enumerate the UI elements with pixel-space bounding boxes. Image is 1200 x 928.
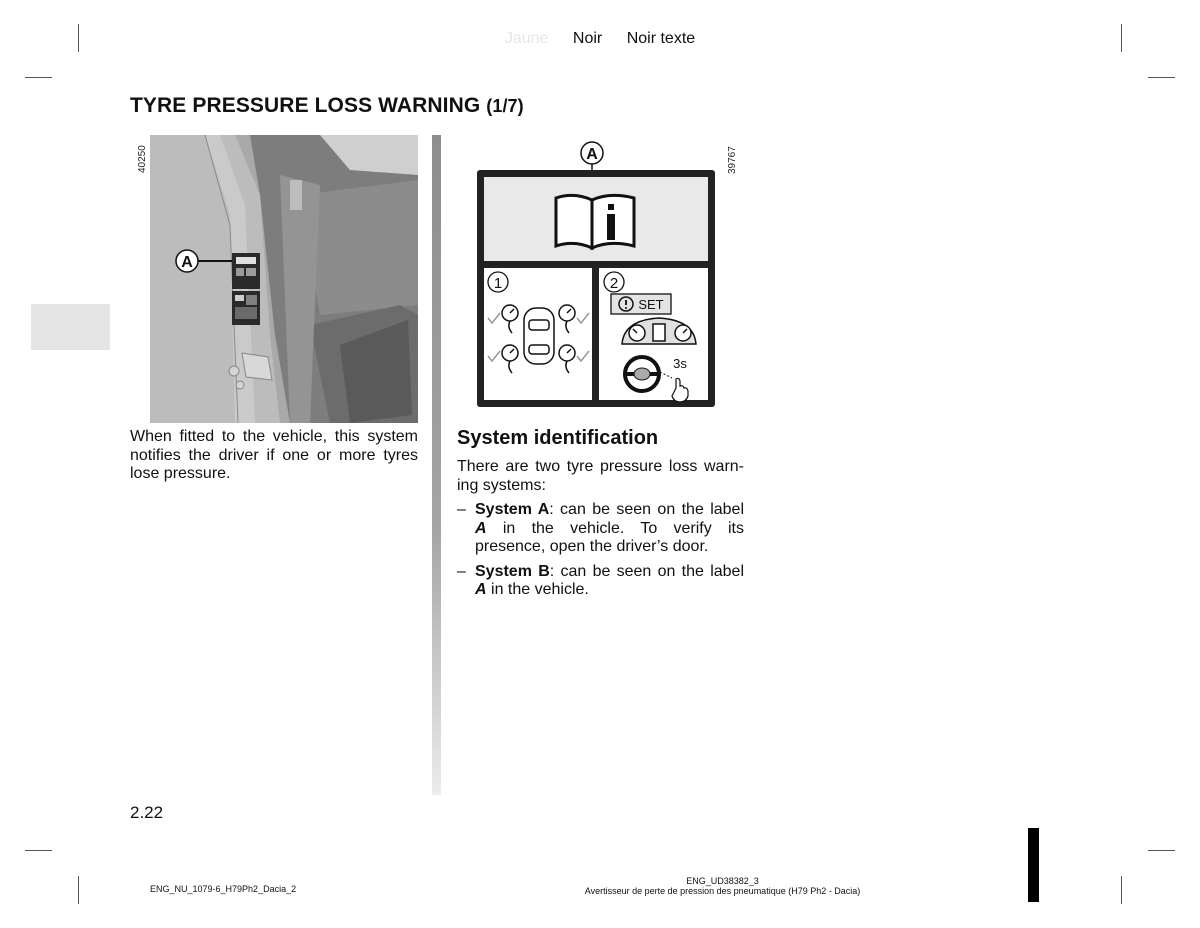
section-thumb-tab bbox=[31, 304, 110, 350]
crop-mark-bottom-left bbox=[78, 876, 79, 904]
system-list bbox=[457, 501, 744, 606]
intro-paragraph: When fitted to the vehicle, this system notifies the driver if one or more tyres lose pressure. bbox=[130, 428, 418, 482]
list-term: System A bbox=[475, 501, 550, 518]
footer-ref-code: ENG_UD38382_3 bbox=[686, 876, 759, 886]
section-intro: There are two tyre pressure loss warn-ing systems: bbox=[457, 458, 744, 494]
page-title-part: (1/7) bbox=[486, 96, 524, 116]
list-text: in the vehicle. To verify its presence, open the driver’s door. bbox=[475, 519, 744, 555]
tyre-label-illustration bbox=[474, 140, 718, 410]
set-label: SET bbox=[638, 297, 664, 312]
list-dash: – bbox=[457, 501, 466, 518]
crop-mark-left-lower bbox=[25, 850, 52, 851]
label-letter: A bbox=[475, 581, 487, 598]
list-item bbox=[457, 501, 744, 557]
section-heading: System identification bbox=[457, 427, 659, 449]
color-label-noir: Noir bbox=[572, 30, 603, 47]
crop-mark-right-upper bbox=[1148, 77, 1175, 78]
list-dash: – bbox=[457, 562, 466, 580]
color-separation-bar bbox=[0, 30, 1200, 48]
photo-callout-a: A bbox=[181, 254, 193, 271]
crop-mark-left-upper bbox=[25, 77, 52, 78]
color-label-noir-texte: Noir texte bbox=[626, 30, 696, 47]
crop-mark-bottom-right bbox=[1121, 876, 1122, 904]
list-text: in the vehicle. bbox=[486, 581, 589, 598]
footer-doc-ref bbox=[560, 876, 885, 896]
footer-doc-code: ENG_NU_1079-6_H79Ph2_Dacia_2 bbox=[150, 884, 297, 894]
hold-time-label: 3s bbox=[673, 356, 687, 371]
list-item bbox=[457, 563, 744, 600]
door-pillar-photo bbox=[150, 135, 418, 423]
figure-code-left: 40250 bbox=[137, 145, 148, 173]
label-letter: A bbox=[475, 519, 487, 537]
manual-book-icon bbox=[556, 195, 634, 248]
color-label-jaune: Jaune bbox=[504, 30, 549, 47]
step-1-number: 1 bbox=[493, 275, 503, 292]
figure-code-right: 39767 bbox=[727, 146, 738, 174]
crop-mark-right-lower bbox=[1148, 850, 1175, 851]
label-callout-a: A bbox=[586, 146, 598, 163]
list-text: : can be seen on the label bbox=[549, 562, 745, 580]
step-2-number: 2 bbox=[609, 275, 619, 292]
page-title bbox=[130, 94, 524, 118]
footer-ref-title: Avertisseur de perte de pression des pneumatique (H79 Ph2 - Dacia) bbox=[584, 886, 861, 896]
list-text: : can be seen on the label bbox=[549, 501, 745, 518]
page-number: 2.22 bbox=[130, 803, 164, 822]
page-title-main: TYRE PRESSURE LOSS WARNING bbox=[130, 94, 481, 117]
registration-bar bbox=[1028, 828, 1039, 902]
column-divider bbox=[432, 135, 441, 795]
set-button-icon bbox=[611, 294, 671, 314]
list-term: System B bbox=[475, 562, 550, 580]
